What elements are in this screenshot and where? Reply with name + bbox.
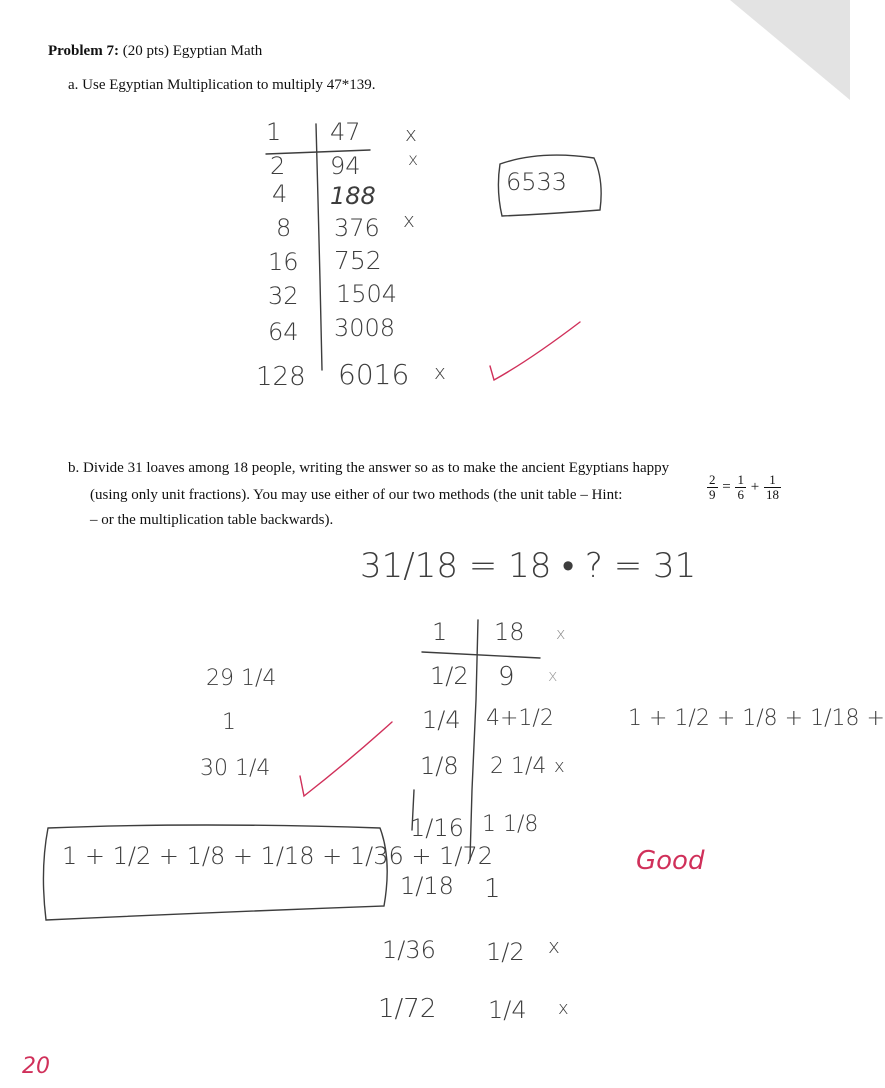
a-row-left: 4	[272, 180, 288, 208]
a-row-mark: x	[408, 150, 419, 170]
part-b-equation: 31/18 = 18 • ? = 31	[360, 546, 697, 586]
a-row-right: 188	[330, 182, 376, 210]
part-b-prompt-line3: – or the multiplication table backwards).	[90, 512, 334, 528]
a-table-vertical-line	[316, 124, 322, 370]
b-row-left: 1/16	[410, 814, 464, 842]
a-row-left: 8	[276, 214, 292, 242]
part-a-answer: 6533	[506, 168, 568, 196]
a-row-left: 16	[268, 248, 299, 276]
part-b-prompt-line2: (using only unit fractions). You may use either of our two methods (the unit table – Hint:	[90, 487, 623, 503]
part-a-prompt: a. Use Egyptian Multiplication to multiply 47*139.	[68, 77, 376, 93]
a-row-mark: x	[405, 122, 417, 146]
red-checkmark-a	[490, 322, 580, 380]
problem-points: (20 pts) Egyptian Math	[122, 43, 263, 59]
right-work: 1 + 1/2 + 1/8 + 1/18 +	[628, 706, 885, 731]
b-row-right: 4+1/2	[486, 706, 554, 731]
a-row-right: 1504	[336, 280, 398, 308]
problem-label: Problem 7:	[48, 43, 119, 59]
red-checkmark-b	[300, 722, 392, 796]
b-table-horizontal-line	[422, 652, 540, 658]
b-row-mark: x	[548, 934, 560, 958]
a-row-left: 128	[256, 362, 306, 392]
b-row-right: 2 1/4	[490, 754, 547, 779]
b-row-right: 1/4	[488, 996, 527, 1024]
b-table-vertical-line	[470, 620, 478, 860]
a-row-left: 64	[268, 318, 299, 346]
a-row-left: 2	[270, 152, 286, 180]
a-row-mark: x	[434, 360, 446, 384]
a-row-mark: x	[403, 208, 415, 232]
part-b-answer: 1 + 1/2 + 1/8 + 1/18 + 1/36 + 1/72	[62, 842, 494, 870]
b-row-right: 1 1/8	[482, 812, 539, 837]
b-row-left: 1/18	[400, 872, 454, 900]
grader-score: 20	[22, 1054, 50, 1079]
b-row-right: 9	[498, 662, 515, 692]
side-work-line: 29 1/4	[206, 666, 277, 691]
a-row-right: 752	[334, 246, 382, 275]
b-left-bracket-line	[412, 790, 414, 830]
b-row-left: 1/72	[378, 994, 437, 1024]
side-work-line: 1	[222, 710, 236, 735]
b-row-right: 1/2	[486, 938, 525, 966]
a-table-horizontal-line	[266, 150, 370, 154]
a-row-right: 94	[330, 152, 361, 180]
part-b-prompt-line1: b. Divide 31 loaves among 18 people, writing the answer so as to make the ancient Egyptians happy	[68, 460, 670, 476]
b-row-right: 18	[494, 618, 525, 646]
b-row-mark: x	[548, 666, 558, 685]
b-row-left: 1/8	[420, 752, 459, 780]
hint-fraction: $\frac{2}{9}$ = $\frac{1}{6}$ + $\frac{1}{18}$	[709, 472, 779, 502]
b-row-left: 1/36	[382, 936, 436, 964]
a-answer-box	[498, 155, 601, 216]
b-row-right: 1	[484, 874, 501, 904]
b-row-left: 1/2	[430, 662, 469, 690]
a-row-right: 3008	[334, 314, 396, 342]
b-row-left: 1/4	[422, 706, 461, 734]
b-row-mark: x	[556, 624, 566, 643]
grader-comment: Good	[636, 846, 705, 876]
part-b-answer-box	[43, 825, 387, 920]
a-row-left: 32	[268, 282, 299, 310]
a-row-right: 6016	[338, 358, 410, 391]
b-row-mark: x	[558, 998, 569, 1019]
a-row-right: 47	[330, 118, 361, 146]
b-row-mark: x	[554, 756, 565, 777]
a-row-left: 1	[266, 118, 282, 146]
b-row-left: 1	[432, 618, 448, 646]
side-work-line: 30 1/4	[200, 756, 271, 781]
a-row-right: 376	[334, 214, 380, 242]
